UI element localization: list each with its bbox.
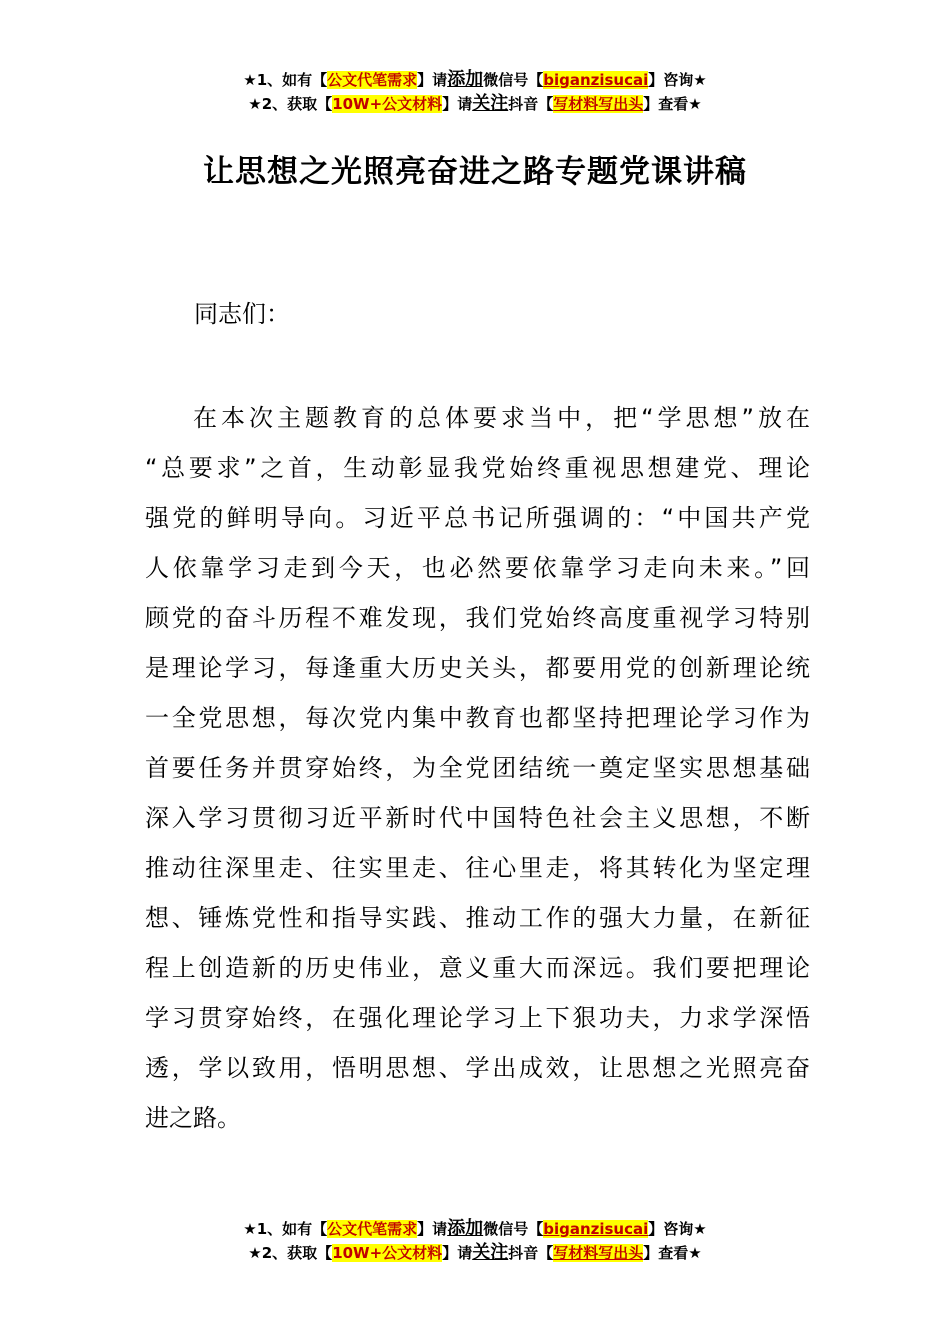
- body-paragraph: [145, 393, 810, 1143]
- paragraph-line: 强党的鲜明导向。习近平总书记所强调的：“中国共产党: [145, 504, 810, 532]
- banner-2-emphasis: 关注: [472, 1242, 509, 1263]
- paragraph-line: 想、锤炼党性和指导实践、推动工作的强大力量，在新征: [145, 904, 810, 932]
- banner-2-prefix: ★2、获取【: [248, 95, 333, 113]
- paragraph-line: 是理论学习，每逢重大历史关头，都要用党的创新理论统: [145, 654, 810, 682]
- header-banner: [0, 68, 950, 116]
- paragraph-line: 顾党的奋斗历程不难发现，我们党始终高度重视学习特别: [145, 604, 810, 632]
- banner-1-mid2: 微信号【: [483, 71, 544, 89]
- greeting: 同志们：: [194, 300, 290, 328]
- paragraph-line: 深入学习贯彻习近平新时代中国特色社会主义思想，不断: [145, 804, 810, 832]
- banner-1-mid: 】请: [417, 1220, 448, 1238]
- banner-line-2: [0, 1241, 950, 1265]
- banner-2-mid: 】请: [442, 1244, 473, 1262]
- paragraph-line: “总要求”之首，生动彰显我党始终重视思想建党、理论: [145, 454, 810, 482]
- paragraph-line: 推动往深里走、往实里走、往心里走，将其转化为坚定理: [145, 854, 810, 882]
- banner-2-mid: 】请: [442, 95, 473, 113]
- paragraph-line: 透，学以致用，悟明思想、学出成效，让思想之光照亮奋: [145, 1054, 810, 1082]
- banner-1-emphasis: 添加: [447, 69, 484, 90]
- paragraph-line: 一全党思想，每次党内集中教育也都坚持把理论学习作为: [145, 704, 810, 732]
- banner-1-mid2: 微信号【: [483, 1220, 544, 1238]
- banner-1-suffix: 】咨询★: [648, 1220, 707, 1238]
- banner-1-suffix: 】咨询★: [648, 71, 707, 89]
- banner-2-highlight-douyin: 写材料写出头: [553, 1244, 644, 1262]
- paragraph-line: 程上创造新的历史伟业，意义重大而深远。我们要把理论: [145, 954, 810, 982]
- banner-2-prefix: ★2、获取【: [248, 1244, 333, 1262]
- paragraph-line: 进之路。: [145, 1104, 241, 1132]
- paragraph-line: 首要任务并贯穿始终，为全党团结统一奠定坚实思想基础: [145, 754, 810, 782]
- banner-1-highlight-service: 公文代笔需求: [327, 71, 418, 89]
- banner-line-1: [0, 68, 950, 92]
- banner-2-mid2: 抖音【: [508, 1244, 554, 1262]
- banner-1-highlight-wechat: biganzisucai: [543, 71, 649, 89]
- banner-2-highlight-materials: 10W+公文材料: [332, 1244, 443, 1262]
- banner-1-mid: 】请: [417, 71, 448, 89]
- banner-1-prefix: ★1、如有【: [243, 71, 328, 89]
- banner-2-suffix: 】查看★: [643, 95, 702, 113]
- banner-1-highlight-service: 公文代笔需求: [327, 1220, 418, 1238]
- banner-2-mid2: 抖音【: [508, 95, 554, 113]
- banner-2-highlight-materials: 10W+公文材料: [332, 95, 443, 113]
- document-title: 让思想之光照亮奋进之路专题党课讲稿: [203, 154, 747, 190]
- banner-1-highlight-wechat: biganzisucai: [543, 1220, 649, 1238]
- banner-1-emphasis: 添加: [447, 1218, 484, 1239]
- banner-1-prefix: ★1、如有【: [243, 1220, 328, 1238]
- banner-line-2: [0, 92, 950, 116]
- banner-line-1: [0, 1217, 950, 1241]
- banner-2-highlight-douyin: 写材料写出头: [553, 95, 644, 113]
- paragraph-line: 在本次主题教育的总体要求当中，把“学思想”放在: [193, 404, 810, 432]
- paragraph-line: 学习贯穿始终，在强化理论学习上下狠功夫，力求学深悟: [145, 1004, 810, 1032]
- paragraph-line: 人依靠学习走到今天，也必然要依靠学习走向未来。”回: [145, 554, 810, 582]
- banner-2-emphasis: 关注: [472, 93, 509, 114]
- footer-banner: [0, 1217, 950, 1265]
- banner-2-suffix: 】查看★: [643, 1244, 702, 1262]
